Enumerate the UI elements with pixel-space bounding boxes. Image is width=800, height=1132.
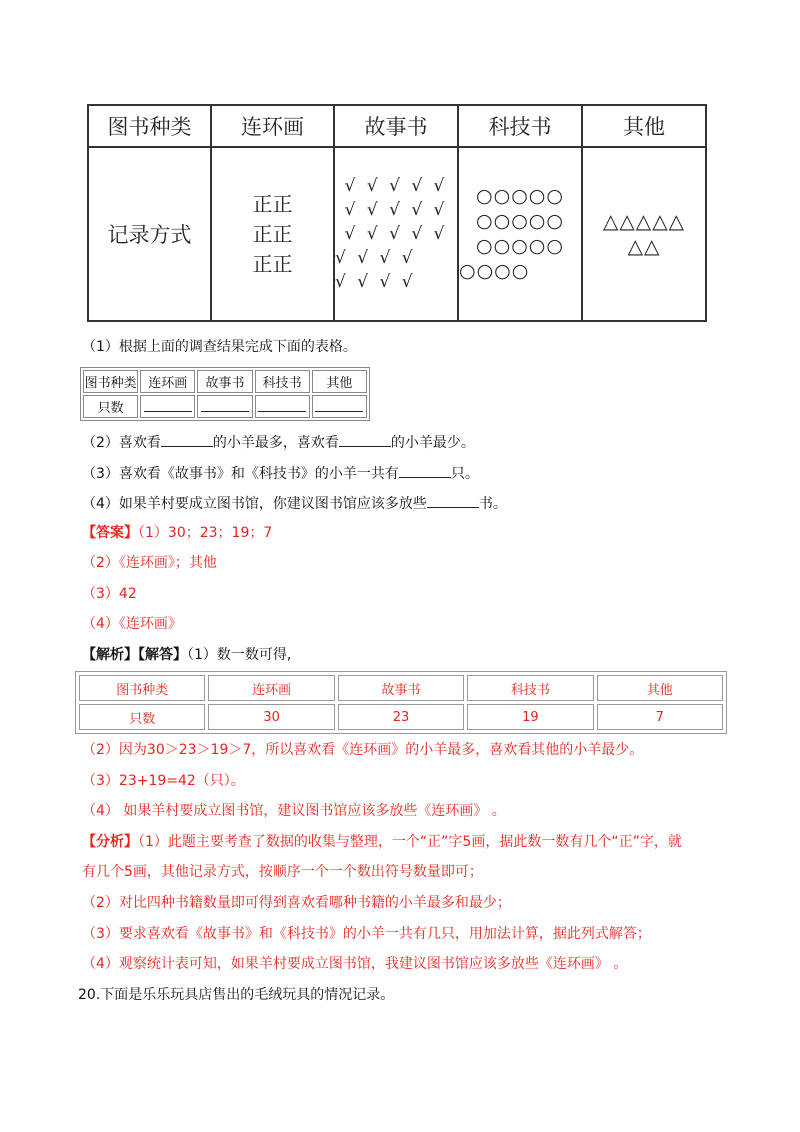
solution-value-cell: 只数 [79, 704, 205, 730]
solution-header-cell: 科技书 [467, 675, 593, 701]
survey-header-cell: 科技书 [458, 105, 582, 147]
checkmark-line: √ √ √ √ √ [344, 224, 448, 244]
solution-table [75, 671, 727, 734]
survey-record-row [88, 147, 706, 321]
answer-line-2: （2）《连环画》；其他 [82, 555, 217, 571]
checkmark-line: √ √ √ √ [335, 272, 416, 292]
solution-header-cell: 连环画 [208, 675, 334, 701]
analysis-tag: 【解析】 [82, 647, 138, 663]
survey-table [87, 104, 707, 322]
blank-table-row-label: 只数 [83, 395, 138, 418]
question-3-part: 只。 [450, 466, 479, 482]
answer-line-1 [82, 523, 272, 543]
question-2 [82, 431, 475, 453]
solution-line-3: （3）23+19=42（只）。 [82, 773, 245, 789]
tally-line: 正正 [252, 252, 293, 276]
circle-line: ○○○○○ [476, 185, 564, 207]
blank-table-header: 故事书 [197, 370, 252, 393]
solution-line-4: （4） 如果羊村要成立图书馆，建议图书馆应该多放些《连环画》 。 [82, 803, 506, 819]
solution-value-cell: 30 [208, 704, 334, 730]
survey-header-cell: 连环画 [211, 105, 334, 147]
question-3-part: （3）喜欢看《故事书》和《科技书》的小羊一共有 [82, 466, 399, 482]
answer-blank[interactable] [339, 431, 391, 447]
circle-cell [458, 147, 582, 321]
triangle-line: △△ [627, 234, 661, 258]
solution-value-cell: 23 [338, 704, 464, 730]
survey-row-label: 记录方式 [88, 147, 211, 321]
answer-blank[interactable] [312, 395, 367, 418]
question-4 [82, 492, 507, 514]
answer-blank[interactable] [427, 492, 479, 508]
solution-intro [82, 645, 291, 665]
circle-line: ○○○○ [459, 260, 530, 282]
solution-value-row [79, 704, 723, 730]
analysis-tag: 【分析】 [82, 834, 138, 850]
triangle-cell [582, 147, 706, 321]
analysis-line-1 [82, 832, 682, 852]
answer-blank[interactable] [197, 395, 252, 418]
question-2-part: 的小羊最少。 [390, 435, 475, 451]
solution-tag: 【解答】 [138, 647, 187, 663]
blank-table-header: 连环画 [140, 370, 195, 393]
analysis-line-4: （4）观察统计表可知，如果羊村要成立图书馆，我建议图书馆应该多放些《连环画》 。 [82, 956, 628, 972]
survey-header-cell: 其他 [582, 105, 706, 147]
solution-value-cell: 19 [467, 704, 593, 730]
solution-header-cell: 故事书 [338, 675, 464, 701]
answer-blank-row [83, 395, 367, 418]
next-question: 20.下面是乐乐玩具店售出的毛绒玩具的情况记录。 [78, 987, 395, 1003]
checkmark-line: √ √ √ √ [335, 248, 416, 268]
question-3 [82, 462, 479, 484]
solution-header-row [79, 675, 723, 701]
solution-intro-text: （1）数一数可得, [187, 647, 292, 663]
blank-table-header: 其他 [312, 370, 367, 393]
checkmark-cell [334, 147, 458, 321]
analysis-line-2: （2）对比四种书籍数量即可得到喜欢看哪种书籍的小羊最多和最少； [82, 895, 511, 911]
answer-blank[interactable] [255, 395, 310, 418]
question-4-part: （4）如果羊村要成立图书馆，你建议图书馆应该多放些 [82, 496, 427, 512]
answer-tag: 【答案】 [82, 525, 138, 541]
analysis-line-1b: 有几个5画，其他记录方式，按顺序一个一个数出符号数量即可； [82, 864, 483, 880]
question-4-part: 书。 [478, 496, 507, 512]
answer-blank[interactable] [399, 462, 451, 478]
analysis-line-3: （3）要求喜欢看《故事书》和《科技书》的小羊一共有几只，用加法计算，据此列式解答； [82, 926, 651, 942]
survey-header-cell: 故事书 [334, 105, 458, 147]
solution-header-cell: 图书种类 [79, 675, 205, 701]
tally-line: 正正 [252, 192, 293, 216]
blank-table-header: 图书种类 [83, 370, 138, 393]
circle-line: ○○○○○ [476, 210, 564, 232]
triangle-line: △△△△△ [603, 209, 685, 233]
checkmark-line: √ √ √ √ √ [344, 176, 448, 196]
circle-line: ○○○○○ [476, 235, 564, 257]
answer-blank-table [80, 367, 370, 421]
survey-header-cell: 图书种类 [88, 105, 211, 147]
question-2-part: 的小羊最多，喜欢看 [212, 435, 339, 451]
solution-value-cell: 7 [597, 704, 723, 730]
tally-line: 正正 [252, 222, 293, 246]
survey-header-row [88, 105, 706, 147]
solution-header-cell: 其他 [597, 675, 723, 701]
answer-blank[interactable] [140, 395, 195, 418]
question-1-text: （1）根据上面的调查结果完成下面的表格。 [82, 339, 357, 355]
blank-table-header: 科技书 [255, 370, 310, 393]
answer-blank-header-row [83, 370, 367, 393]
solution-line-2: （2）因为30＞23＞19＞7，所以喜欢看《连环画》的小羊最多，喜欢看其他的小羊最少。 [82, 742, 644, 758]
analysis-text: （1）此题主要考查了数据的收集与整理，一个“正”字5画，据此数一数有几个“正”字，就 [138, 834, 682, 850]
answer-blank[interactable] [161, 431, 213, 447]
answer-line-3: （3）42 [82, 586, 137, 602]
answer-text: （1）30；23；19；7 [138, 525, 273, 541]
answer-line-4: （4）《连环画》 [82, 616, 182, 632]
question-2-part: （2）喜欢看 [82, 435, 161, 451]
checkmark-line: √ √ √ √ √ [344, 200, 448, 220]
tally-cell [211, 147, 334, 321]
